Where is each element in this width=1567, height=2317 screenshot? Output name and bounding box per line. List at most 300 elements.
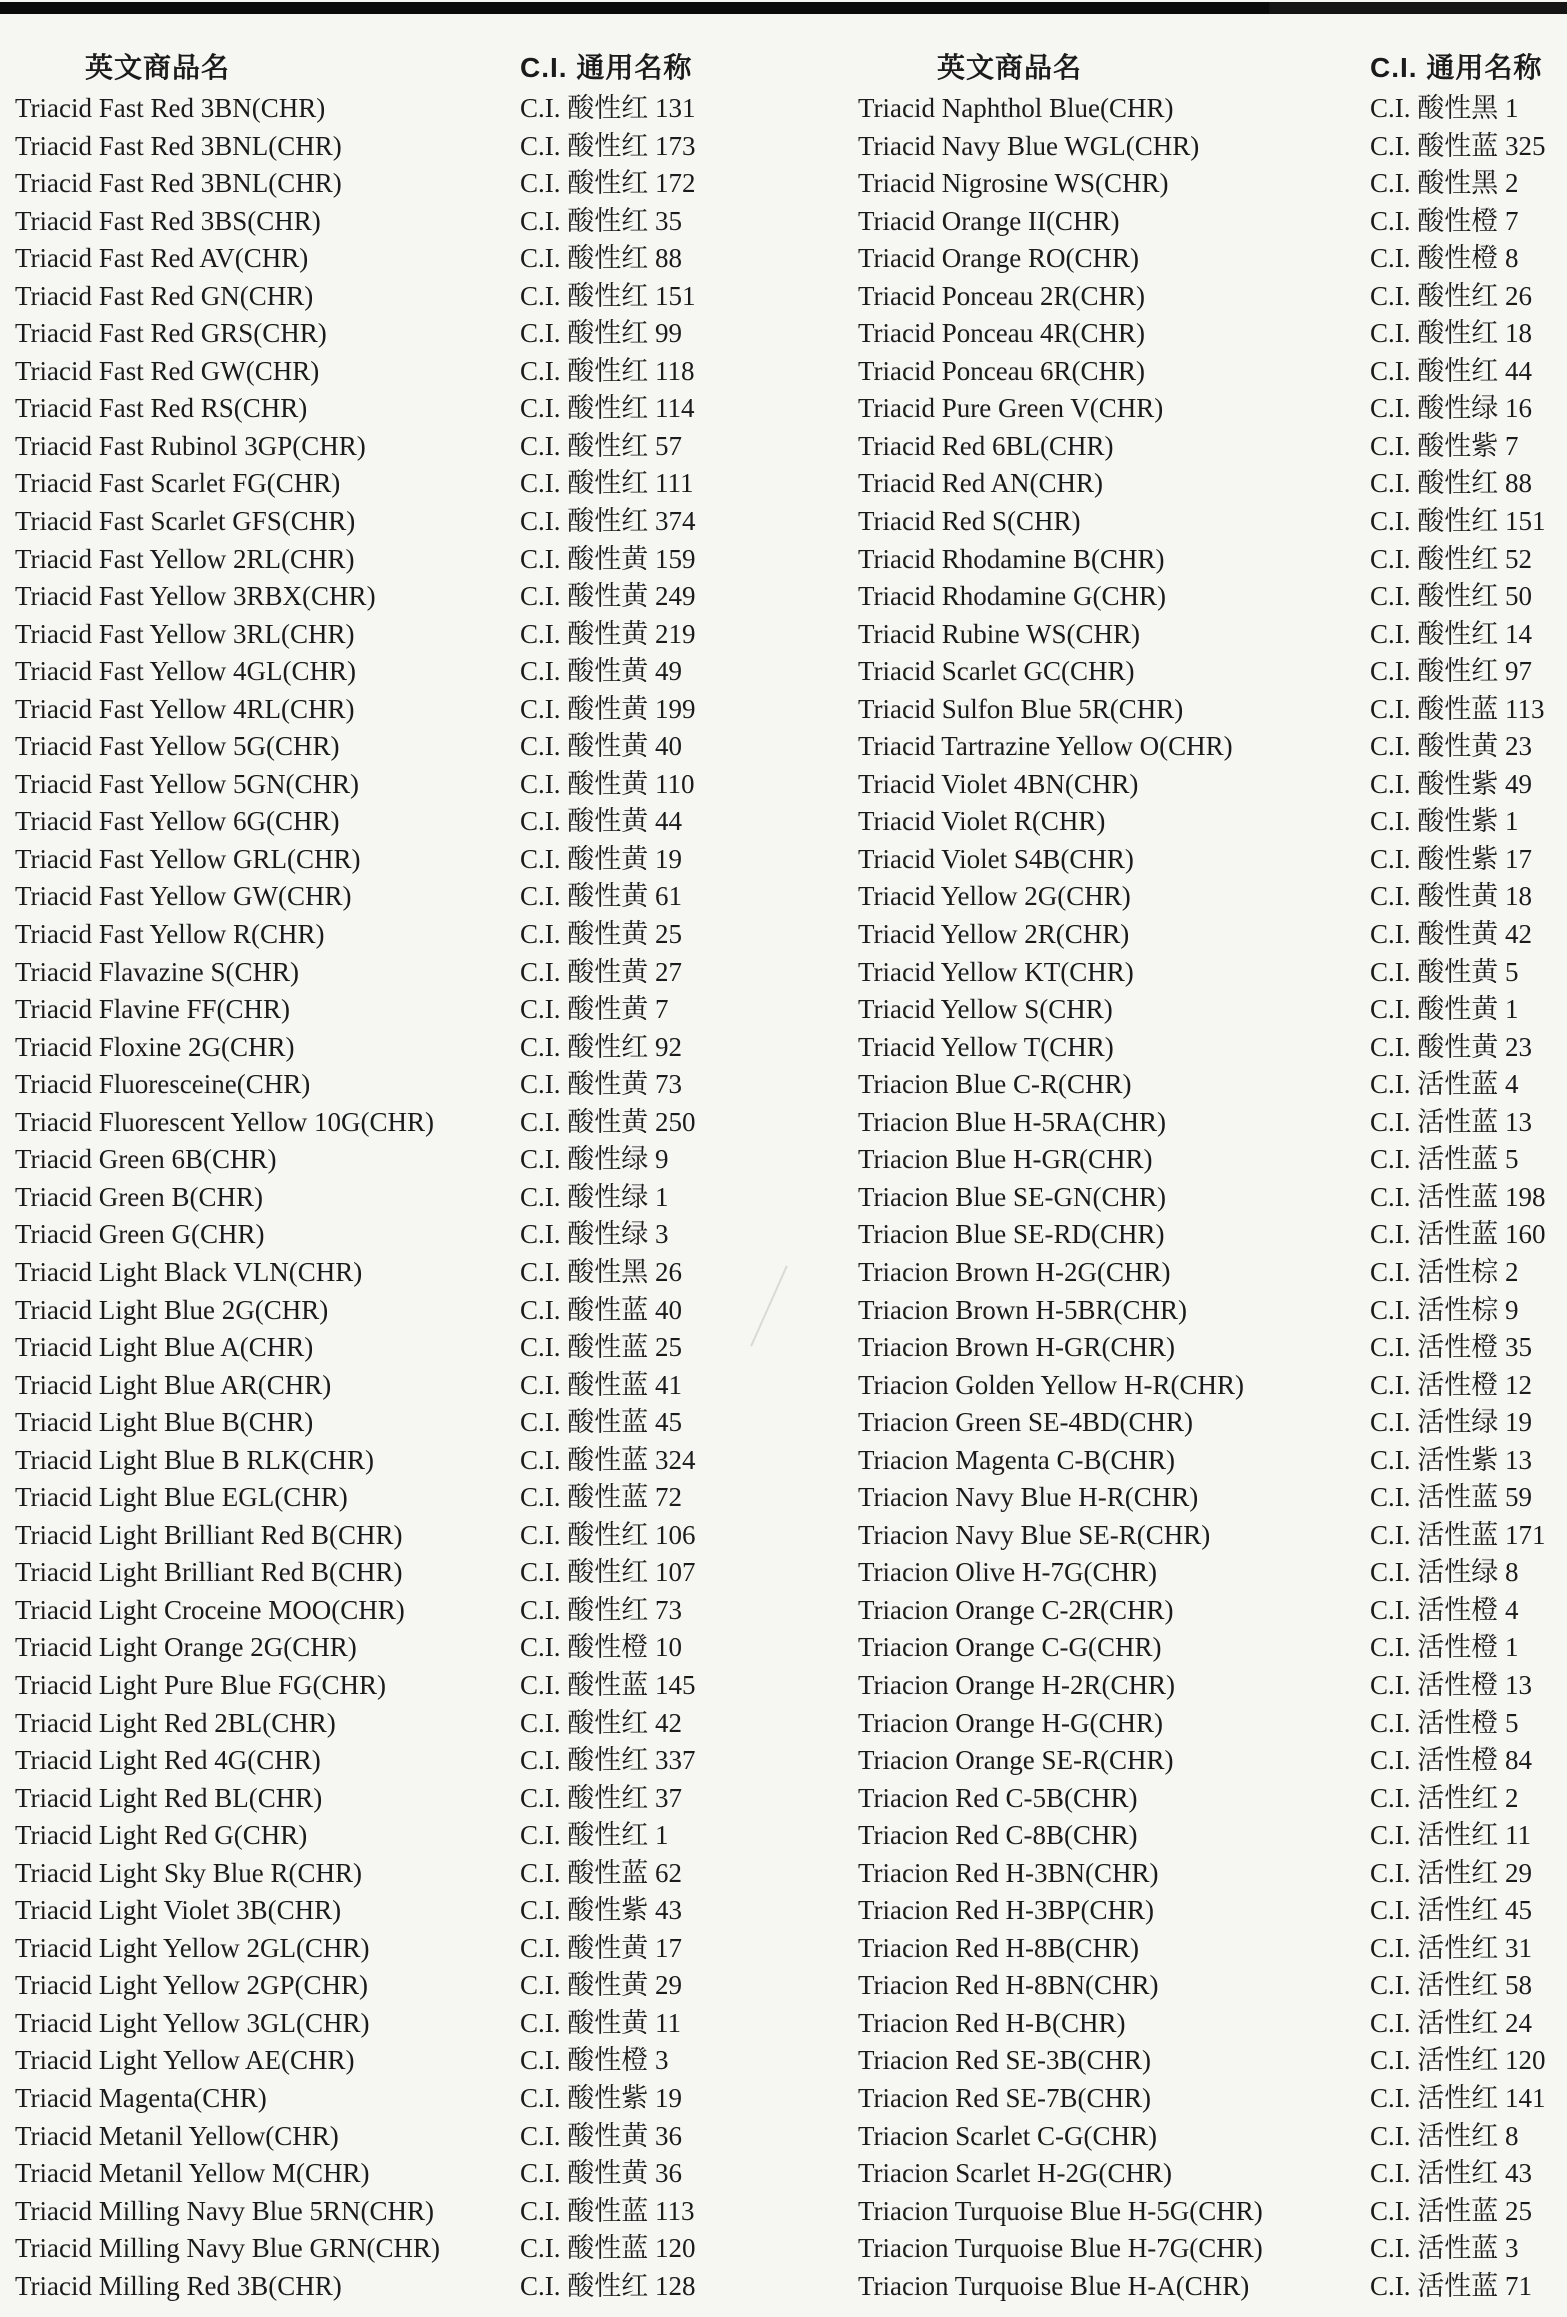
- table-row: [858, 803, 1567, 841]
- english-trade-name: Triacion Red H-8BN(CHR): [858, 1970, 1159, 2001]
- table-row: [0, 1292, 858, 1330]
- table-row: [0, 1141, 858, 1179]
- table-row: [0, 353, 858, 391]
- english-trade-name: Triacid Milling Navy Blue 5RN(CHR): [15, 2195, 435, 2226]
- table-row: [0, 1216, 858, 1254]
- ci-generic-name: C.I. 酸性红 1: [520, 1820, 669, 1851]
- ci-generic-name: C.I. 酸性红 99: [520, 318, 682, 349]
- table-row: [858, 1967, 1567, 2005]
- table-row: [0, 2042, 858, 2080]
- table-row: [0, 2268, 858, 2306]
- english-trade-name: Triacid Yellow T(CHR): [858, 1031, 1114, 1062]
- ci-generic-name: C.I. 酸性红 111: [520, 468, 694, 499]
- table-row: [858, 1930, 1567, 1968]
- table-row: [0, 1817, 858, 1855]
- table-row: [858, 1292, 1567, 1330]
- ci-generic-name: C.I. 活性棕 2: [1370, 1256, 1519, 1287]
- ci-generic-name: C.I. 酸性蓝 324: [520, 1444, 696, 1475]
- table-row: [858, 841, 1567, 879]
- ci-generic-name: C.I. 酸性红 42: [520, 1707, 682, 1738]
- english-trade-name: Triacion Red H-3BP(CHR): [858, 1895, 1155, 1926]
- english-trade-name: Triacid Metanil Yellow M(CHR): [15, 2158, 370, 2189]
- ci-generic-name: C.I. 酸性红 374: [520, 506, 696, 537]
- table-row: [858, 1216, 1567, 1254]
- table-row: [0, 1967, 858, 2005]
- english-trade-name: Triacid Fast Red 3BN(CHR): [15, 93, 326, 123]
- ci-generic-name: C.I. 酸性黄 36: [520, 2120, 682, 2151]
- ci-generic-name: C.I. 酸性橙 3: [520, 2045, 669, 2076]
- english-trade-name: Triacion Red SE-7B(CHR): [858, 2082, 1152, 2113]
- english-trade-name: Triacion Orange C-2R(CHR): [858, 1594, 1174, 1625]
- ci-generic-name: C.I. 活性红 11: [1370, 1820, 1531, 1851]
- english-trade-name: Triacid Fast Red GW(CHR): [15, 355, 320, 386]
- ci-generic-name: C.I. 酸性红 131: [520, 93, 696, 123]
- ci-generic-name: C.I. 活性红 43: [1370, 2158, 1532, 2189]
- ci-generic-name: C.I. 酸性黄 49: [520, 656, 682, 687]
- table-row: [0, 390, 858, 428]
- english-trade-name: Triacid Light Orange 2G(CHR): [15, 1632, 357, 1663]
- english-trade-name: Triacid Red S(CHR): [858, 506, 1081, 537]
- english-trade-name: Triacid Orange RO(CHR): [858, 243, 1139, 274]
- table-row: [0, 2155, 858, 2193]
- table-row: [0, 465, 858, 503]
- english-trade-name: Triacid Fast Red 3BNL(CHR): [15, 130, 342, 161]
- table-row: [858, 165, 1567, 203]
- table-row: [0, 841, 858, 879]
- left-column-group: [0, 46, 858, 2305]
- ci-generic-name: C.I. 酸性红 50: [1370, 581, 1532, 612]
- english-trade-name: Triacion Scarlet C-G(CHR): [858, 2120, 1157, 2151]
- english-trade-name: Triacid Green G(CHR): [15, 1219, 265, 1250]
- english-trade-name: Triacion Magenta C-B(CHR): [858, 1444, 1175, 1475]
- ci-generic-name: C.I. 酸性黄 23: [1370, 731, 1532, 762]
- english-trade-name: Triacid Fast Yellow GW(CHR): [15, 881, 352, 912]
- english-trade-name: Triacid Fast Yellow 3RL(CHR): [15, 618, 355, 649]
- table-row: [0, 1517, 858, 1555]
- ci-generic-name: C.I. 酸性蓝 145: [520, 1669, 696, 1700]
- ci-generic-name: C.I. 活性蓝 71: [1370, 2270, 1532, 2301]
- english-trade-name: Triacid Pure Green V(CHR): [858, 393, 1164, 424]
- english-trade-name: Triacid Light Blue AR(CHR): [15, 1369, 332, 1400]
- left-rows: [0, 90, 858, 2305]
- ci-generic-name: C.I. 活性橙 35: [1370, 1332, 1532, 1363]
- table-row: [858, 878, 1567, 916]
- english-trade-name: Triacid Sulfon Blue 5R(CHR): [858, 693, 1184, 724]
- english-trade-name: Triacid Light Red 2BL(CHR): [15, 1707, 336, 1738]
- english-trade-name: Triacion Scarlet H-2G(CHR): [858, 2158, 1172, 2189]
- table-row: [858, 1329, 1567, 1367]
- ci-generic-name: C.I. 酸性黄 219: [520, 618, 696, 649]
- table-row: [858, 1254, 1567, 1292]
- ci-generic-name: C.I. 活性红 45: [1370, 1895, 1532, 1926]
- english-trade-name: Triacid Ponceau 4R(CHR): [858, 318, 1145, 349]
- right-header-row: [858, 46, 1567, 83]
- english-trade-name: Triacid Light Pure Blue FG(CHR): [15, 1669, 386, 1700]
- ci-generic-name: C.I. 酸性红 107: [520, 1557, 696, 1588]
- english-trade-name: Triacid Green B(CHR): [15, 1181, 263, 1212]
- english-trade-name: Triacid Rhodamine B(CHR): [858, 543, 1165, 574]
- ci-generic-name: C.I. 酸性红 44: [1370, 355, 1532, 386]
- table-row: [858, 1066, 1567, 1104]
- table-row: [0, 2193, 858, 2231]
- english-trade-name: Triacid Nigrosine WS(CHR): [858, 168, 1169, 199]
- table-row: [858, 315, 1567, 353]
- english-trade-name: Triacid Fluoresceine(CHR): [15, 1069, 311, 1100]
- ci-generic-name: C.I. 活性蓝 3: [1370, 2233, 1519, 2264]
- english-trade-name: Triacion Navy Blue H-R(CHR): [858, 1482, 1199, 1513]
- english-trade-name: Triacion Red H-3BN(CHR): [858, 1857, 1159, 1888]
- ci-generic-name: C.I. 活性棕 9: [1370, 1294, 1519, 1325]
- table-row: [0, 1066, 858, 1104]
- ci-generic-name: C.I. 酸性黄 29: [520, 1970, 682, 2001]
- table-row: [858, 1179, 1567, 1217]
- table-row: [858, 1367, 1567, 1405]
- ci-generic-name: C.I. 活性红 31: [1370, 1932, 1532, 1963]
- table-row: [858, 1029, 1567, 1067]
- ci-generic-name: C.I. 酸性黄 40: [520, 731, 682, 762]
- ci-generic-name: C.I. 活性红 24: [1370, 2007, 1532, 2038]
- english-trade-name: Triacid Light Blue EGL(CHR): [15, 1482, 348, 1513]
- ci-generic-name: C.I. 酸性黄 5: [1370, 956, 1519, 987]
- table-row: [0, 1104, 858, 1142]
- english-trade-name: Triacid Light Yellow 3GL(CHR): [15, 2007, 370, 2038]
- ci-generic-name: C.I. 酸性红 35: [520, 205, 682, 236]
- english-trade-name: Triacid Flavine FF(CHR): [15, 994, 291, 1025]
- table-row: [0, 165, 858, 203]
- english-trade-name: Triacid Light Yellow AE(CHR): [15, 2045, 355, 2076]
- table-row: [858, 1517, 1567, 1555]
- table-row: [0, 2080, 858, 2118]
- table-row: [858, 278, 1567, 316]
- english-trade-name: Triacid Fast Yellow 4RL(CHR): [15, 693, 355, 724]
- ci-generic-name: C.I. 酸性绿 9: [520, 1144, 669, 1175]
- ci-generic-name: C.I. 活性绿 19: [1370, 1407, 1532, 1438]
- english-trade-name: Triacid Fast Red AV(CHR): [15, 243, 309, 274]
- ci-generic-name: C.I. 酸性紫 1: [1370, 806, 1519, 837]
- table-row: [858, 2268, 1567, 2306]
- english-trade-name: Triacid Light Blue B(CHR): [15, 1407, 314, 1438]
- ci-generic-name: C.I. 酸性红 52: [1370, 543, 1532, 574]
- english-trade-name: Triacion Red C-8B(CHR): [858, 1820, 1138, 1851]
- ci-generic-name: C.I. 活性红 120: [1370, 2045, 1546, 2076]
- table-row: [858, 503, 1567, 541]
- table-row: [858, 1554, 1567, 1592]
- english-trade-name: Triacid Red AN(CHR): [858, 468, 1104, 499]
- table-row: [858, 1855, 1567, 1893]
- ci-generic-name: C.I. 酸性蓝 25: [520, 1332, 682, 1363]
- table-row: [0, 1179, 858, 1217]
- ci-generic-name: C.I. 酸性黄 159: [520, 543, 696, 574]
- english-trade-name: Triacid Rubine WS(CHR): [858, 618, 1141, 649]
- column-header-ci-name: C.I. 通用名称: [1370, 52, 1543, 83]
- english-trade-name: Triacid Milling Red 3B(CHR): [15, 2270, 342, 2301]
- ci-generic-name: C.I. 酸性蓝 41: [520, 1369, 682, 1400]
- table-row: [0, 1254, 858, 1292]
- ci-generic-name: C.I. 酸性黄 17: [520, 1932, 682, 1963]
- ci-generic-name: C.I. 酸性黄 42: [1370, 919, 1532, 950]
- table-row: [858, 1742, 1567, 1780]
- table-row: [858, 203, 1567, 241]
- english-trade-name: Triacid Light Blue 2G(CHR): [15, 1294, 329, 1325]
- ci-generic-name: C.I. 活性蓝 25: [1370, 2195, 1532, 2226]
- english-trade-name: Triacion Brown H-GR(CHR): [858, 1332, 1175, 1363]
- table-row: [0, 691, 858, 729]
- table-row: [0, 616, 858, 654]
- english-trade-name: Triacion Turquoise Blue H-A(CHR): [858, 2270, 1250, 2301]
- ci-generic-name: C.I. 活性橙 5: [1370, 1707, 1519, 1738]
- english-trade-name: Triacion Red C-5B(CHR): [858, 1782, 1138, 1813]
- table-row: [858, 1442, 1567, 1480]
- english-trade-name: Triacid Light Blue A(CHR): [15, 1332, 314, 1363]
- ci-generic-name: C.I. 活性蓝 13: [1370, 1106, 1532, 1137]
- english-trade-name: Triacid Orange II(CHR): [858, 205, 1120, 236]
- table-row: [0, 278, 858, 316]
- ci-generic-name: C.I. 酸性红 88: [1370, 468, 1532, 499]
- ci-generic-name: C.I. 酸性红 18: [1370, 318, 1532, 349]
- ci-generic-name: C.I. 酸性红 26: [1370, 280, 1532, 311]
- table-content: [0, 46, 1567, 2305]
- table-row: [0, 1554, 858, 1592]
- table-row: [0, 1930, 858, 1968]
- ci-generic-name: C.I. 酸性橙 8: [1370, 243, 1519, 274]
- table-row: [858, 1892, 1567, 1930]
- english-trade-name: Triacid Fast Yellow R(CHR): [15, 919, 325, 950]
- table-row: [858, 1705, 1567, 1743]
- english-trade-name: Triacid Yellow 2G(CHR): [858, 881, 1131, 912]
- english-trade-name: Triacid Fast Yellow 3RBX(CHR): [15, 581, 376, 612]
- table-row: [858, 2042, 1567, 2080]
- english-trade-name: Triacid Light Brilliant Red B(CHR): [15, 1557, 403, 1588]
- ci-generic-name: C.I. 酸性蓝 113: [1370, 693, 1545, 724]
- table-row: [0, 1892, 858, 1930]
- ci-generic-name: C.I. 酸性红 128: [520, 2270, 696, 2301]
- ci-generic-name: C.I. 酸性黑 1: [1370, 93, 1519, 123]
- english-trade-name: Triacid Fast Red 3BNL(CHR): [15, 168, 342, 199]
- right-rows: [858, 90, 1567, 2305]
- table-row: [858, 766, 1567, 804]
- table-row: [858, 1479, 1567, 1517]
- english-trade-name: Triacion Turquoise Blue H-5G(CHR): [858, 2195, 1263, 2226]
- left-header-row: [0, 46, 858, 83]
- english-trade-name: Triacid Light Blue B RLK(CHR): [15, 1444, 375, 1475]
- english-trade-name: Triacion Brown H-2G(CHR): [858, 1256, 1171, 1287]
- english-trade-name: Triacion Red SE-3B(CHR): [858, 2045, 1152, 2076]
- ci-generic-name: C.I. 活性蓝 171: [1370, 1519, 1546, 1550]
- table-row: [0, 2005, 858, 2043]
- table-row: [858, 1817, 1567, 1855]
- ci-generic-name: C.I. 酸性黄 18: [1370, 881, 1532, 912]
- table-row: [858, 465, 1567, 503]
- table-row: [858, 616, 1567, 654]
- english-trade-name: Triacion Blue C-R(CHR): [858, 1069, 1132, 1100]
- table-row: [0, 766, 858, 804]
- ci-generic-name: C.I. 酸性红 73: [520, 1594, 682, 1625]
- ci-generic-name: C.I. 酸性蓝 45: [520, 1407, 682, 1438]
- ci-generic-name: C.I. 活性蓝 198: [1370, 1181, 1546, 1212]
- ci-generic-name: C.I. 酸性红 57: [520, 430, 682, 461]
- ci-generic-name: C.I. 活性红 8: [1370, 2120, 1519, 2151]
- ci-generic-name: C.I. 酸性黄 249: [520, 581, 696, 612]
- ci-generic-name: C.I. 酸性紫 19: [520, 2082, 682, 2113]
- ci-generic-name: C.I. 活性蓝 59: [1370, 1482, 1532, 1513]
- ci-generic-name: C.I. 活性紫 13: [1370, 1444, 1532, 1475]
- english-trade-name: Triacid Ponceau 6R(CHR): [858, 355, 1145, 386]
- english-trade-name: Triacid Fast Red 3BS(CHR): [15, 205, 321, 236]
- table-row: [0, 916, 858, 954]
- table-row: [0, 578, 858, 616]
- table-row: [0, 2118, 858, 2156]
- table-row: [858, 2118, 1567, 2156]
- ci-generic-name: C.I. 活性蓝 4: [1370, 1069, 1519, 1100]
- ci-generic-name: C.I. 酸性红 337: [520, 1745, 696, 1776]
- english-trade-name: Triacid Navy Blue WGL(CHR): [858, 130, 1200, 161]
- english-trade-name: Triacid Floxine 2G(CHR): [15, 1031, 295, 1062]
- ci-generic-name: C.I. 酸性黄 110: [520, 768, 695, 799]
- table-row: [0, 1367, 858, 1405]
- ci-generic-name: C.I. 活性蓝 160: [1370, 1219, 1546, 1250]
- ci-generic-name: C.I. 酸性黄 7: [520, 994, 669, 1025]
- table-row: [0, 90, 858, 128]
- english-trade-name: Triacid Light Croceine MOO(CHR): [15, 1594, 405, 1625]
- english-trade-name: Triacion Green SE-4BD(CHR): [858, 1407, 1193, 1438]
- table-row: [0, 1855, 858, 1893]
- table-row: [858, 954, 1567, 992]
- ci-generic-name: C.I. 酸性蓝 72: [520, 1482, 682, 1513]
- table-row: [858, 2005, 1567, 2043]
- table-row: [858, 541, 1567, 579]
- ci-generic-name: C.I. 活性橙 13: [1370, 1669, 1532, 1700]
- english-trade-name: Triacion Brown H-5BR(CHR): [858, 1294, 1188, 1325]
- table-row: [0, 728, 858, 766]
- ci-generic-name: C.I. 酸性黄 23: [1370, 1031, 1532, 1062]
- table-row: [0, 1629, 858, 1667]
- english-trade-name: Triacid Green 6B(CHR): [15, 1144, 277, 1175]
- english-trade-name: Triacid Light Yellow 2GP(CHR): [15, 1970, 369, 2001]
- ci-generic-name: C.I. 酸性紫 43: [520, 1895, 682, 1926]
- english-trade-name: Triacid Fluorescent Yellow 10G(CHR): [15, 1106, 435, 1137]
- table-row: [0, 128, 858, 166]
- english-trade-name: Triacion Blue H-GR(CHR): [858, 1144, 1153, 1175]
- column-header-english-name: 英文商品名: [937, 52, 1083, 83]
- ci-generic-name: C.I. 酸性蓝 325: [1370, 130, 1546, 161]
- table-row: [0, 1479, 858, 1517]
- table-row: [858, 691, 1567, 729]
- table-row: [858, 1629, 1567, 1667]
- english-trade-name: Triacid Ponceau 2R(CHR): [858, 280, 1145, 311]
- table-row: [858, 390, 1567, 428]
- table-row: [858, 1141, 1567, 1179]
- english-trade-name: Triacid Magenta(CHR): [15, 2082, 267, 2113]
- ci-generic-name: C.I. 酸性紫 49: [1370, 768, 1532, 799]
- right-column-group: [858, 46, 1567, 2305]
- ci-generic-name: C.I. 酸性黑 26: [520, 1256, 682, 1287]
- table-row: [858, 991, 1567, 1029]
- ci-generic-name: C.I. 酸性紫 7: [1370, 430, 1519, 461]
- table-row: [858, 2155, 1567, 2193]
- english-trade-name: Triacid Fast Yellow 5G(CHR): [15, 731, 340, 762]
- table-row: [0, 428, 858, 466]
- english-trade-name: Triacid Fast Scarlet GFS(CHR): [15, 506, 356, 537]
- english-trade-name: Triacion Turquoise Blue H-7G(CHR): [858, 2233, 1263, 2264]
- ci-generic-name: C.I. 活性橙 84: [1370, 1745, 1532, 1776]
- english-trade-name: Triacid Violet 4BN(CHR): [858, 768, 1139, 799]
- table-row: [0, 1742, 858, 1780]
- english-trade-name: Triacion Red H-8B(CHR): [858, 1932, 1139, 1963]
- table-row: [0, 240, 858, 278]
- ci-generic-name: C.I. 酸性黄 44: [520, 806, 682, 837]
- english-trade-name: Triacid Light Red 4G(CHR): [15, 1745, 321, 1776]
- ci-generic-name: C.I. 活性红 29: [1370, 1857, 1532, 1888]
- table-row: [0, 1592, 858, 1630]
- table-row: [0, 315, 858, 353]
- english-trade-name: Triacid Metanil Yellow(CHR): [15, 2120, 339, 2151]
- english-trade-name: Triacid Light Brilliant Red B(CHR): [15, 1519, 403, 1550]
- english-trade-name: Triacid Fast Yellow GRL(CHR): [15, 843, 361, 874]
- ci-generic-name: C.I. 酸性黄 73: [520, 1069, 682, 1100]
- table-row: [0, 878, 858, 916]
- english-trade-name: Triacid Light Red BL(CHR): [15, 1782, 323, 1813]
- table-row: [0, 1329, 858, 1367]
- table-row: [858, 1667, 1567, 1705]
- table-row: [858, 578, 1567, 616]
- english-trade-name: Triacid Red 6BL(CHR): [858, 430, 1114, 461]
- ci-generic-name: C.I. 酸性黄 199: [520, 693, 696, 724]
- ci-generic-name: C.I. 酸性红 172: [520, 168, 696, 199]
- table-row: [0, 653, 858, 691]
- ci-generic-name: C.I. 酸性红 151: [1370, 506, 1546, 537]
- table-row: [0, 1667, 858, 1705]
- table-row: [858, 90, 1567, 128]
- english-trade-name: Triacid Fast Yellow 2RL(CHR): [15, 543, 355, 574]
- table-row: [858, 2080, 1567, 2118]
- ci-generic-name: C.I. 酸性紫 17: [1370, 843, 1532, 874]
- ci-generic-name: C.I. 酸性蓝 40: [520, 1294, 682, 1325]
- english-trade-name: Triacion Blue SE-GN(CHR): [858, 1181, 1166, 1212]
- ci-generic-name: C.I. 酸性红 97: [1370, 656, 1532, 687]
- ci-generic-name: C.I. 酸性红 151: [520, 280, 696, 311]
- english-trade-name: Triacid Light Red G(CHR): [15, 1820, 308, 1851]
- table-row: [858, 728, 1567, 766]
- table-row: [858, 916, 1567, 954]
- english-trade-name: Triacid Light Sky Blue R(CHR): [15, 1857, 363, 1888]
- ci-generic-name: C.I. 酸性红 88: [520, 243, 682, 274]
- table-row: [858, 1104, 1567, 1142]
- english-trade-name: Triacid Fast Red GRS(CHR): [15, 318, 327, 349]
- english-trade-name: Triacid Fast Scarlet FG(CHR): [15, 468, 341, 499]
- ci-generic-name: C.I. 酸性黑 2: [1370, 168, 1519, 199]
- table-row: [858, 653, 1567, 691]
- english-trade-name: Triacid Flavazine S(CHR): [15, 956, 299, 987]
- table-row: [0, 1442, 858, 1480]
- ci-generic-name: C.I. 酸性黄 61: [520, 881, 682, 912]
- table-row: [858, 128, 1567, 166]
- english-trade-name: Triacid Violet S4B(CHR): [858, 843, 1134, 874]
- english-trade-name: Triacid Fast Red RS(CHR): [15, 393, 308, 424]
- ci-generic-name: C.I. 活性红 141: [1370, 2082, 1546, 2113]
- english-trade-name: Triacid Scarlet GC(CHR): [858, 656, 1135, 687]
- ci-generic-name: C.I. 活性橙 1: [1370, 1632, 1519, 1663]
- table-row: [0, 803, 858, 841]
- ci-generic-name: C.I. 酸性黄 11: [520, 2007, 681, 2038]
- table-row: [0, 541, 858, 579]
- english-trade-name: Triacion Golden Yellow H-R(CHR): [858, 1369, 1245, 1400]
- ci-generic-name: C.I. 酸性黄 250: [520, 1106, 696, 1137]
- ci-generic-name: C.I. 酸性蓝 62: [520, 1857, 682, 1888]
- ci-generic-name: C.I. 活性橙 12: [1370, 1369, 1532, 1400]
- english-trade-name: Triacid Milling Navy Blue GRN(CHR): [15, 2233, 440, 2264]
- ci-generic-name: C.I. 酸性黄 25: [520, 919, 682, 950]
- ci-generic-name: C.I. 活性绿 8: [1370, 1557, 1519, 1588]
